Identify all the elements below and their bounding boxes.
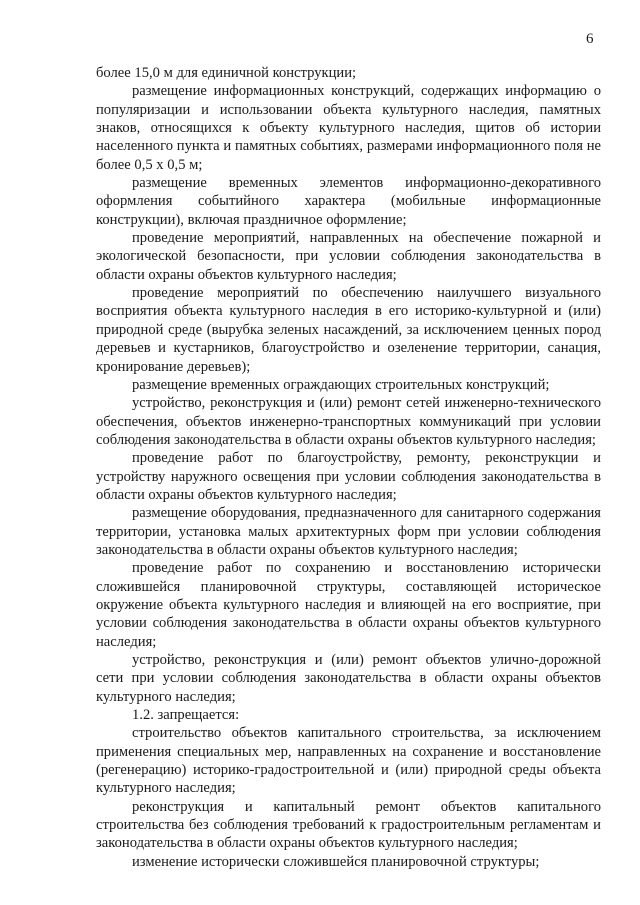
paragraph-capital-construction: строительство объектов капитального строительства, за исключением применения специальных мер, направленных на сохранение и восстановление (регенерацию) историко-градостроительной и (или) природной среды объекта культурного наследия; [96,725,601,797]
section-heading-prohibited: 1.2. запрещается: [132,707,240,724]
paragraph-construction-height: более 15,0 м для единичной конструкции; [96,65,357,81]
paragraph-planning-structure-change: изменение исторически сложившейся планировочной структуры; [132,853,540,870]
page-number: 6 [586,31,594,47]
paragraph-landscaping-lighting: проведение работ по благоустройству, ремонту, реконструкции и устройству наружного освещения при условии соблюдения законодательства в области охраны объектов культурного наследия; [96,450,601,503]
paragraph-engineering-networks: устройство, реконструкция и (или) ремонт сетей инженерно-технического обеспечения, объектов инженерно-транспортных коммуникаций при условии соблюдения законодательства в области охраны объектов культурного наследия; [96,395,601,448]
document-body [96,64,601,871]
paragraph-info-constructions: размещение информационных конструкций, содержащих информацию о популяризации и использовании объекта культурного наследия, памятных знаков, относящихся к объекту культурного наследия, щитов об истории населенного пункта и памятных событиях, размерами информационного поля не более 0,5 х 0,5 м; [96,83,601,173]
paragraph-temporary-decor: размещение временных элементов информационно-декоративного оформления событийного характера (мобильные информационные конструкции), включая праздничное оформление; [96,175,601,228]
paragraph-visual-perception: проведение мероприятий по обеспечению наилучшего визуального восприятия объекта культурного наследия в его историко-культурной и (или) природной среде (вырубка зеленых насаждений, за исключением ценных пород деревьев и кустарников, благоустройство и озеленение территории, санация, кронирование деревьев); [96,285,601,375]
paragraph-reconstruction-repair: реконструкция и капитальный ремонт объектов капитального строительства без соблюдения требований к градостроительным регламентам и законодательства в области охраны объектов культурного наследия; [96,798,601,852]
paragraph-fire-safety: проведение мероприятий, направленных на обеспечение пожарной и экологической безопасности, при условии соблюдения законодательства в области охраны объектов культурного наследия; [96,230,601,283]
paragraph-sanitary-equipment: размещение оборудования, предназначенного для санитарного содержания территории, установка малых архитектурных форм при условии соблюдения законодательства в области охраны объектов культурного наследия; [96,505,601,558]
paragraph-road-network: устройство, реконструкция и (или) ремонт объектов улично-дорожной сети при условии соблюдения законодательства в области охраны объектов культурного наследия; [96,652,601,705]
paragraph-planning-structure-restoration: проведение работ по сохранению и восстановлению исторически сложившейся планировочной структуры, составляющей историческое окружение объекта культурного наследия и влияющей на его восприятие, при условии соблюдения законодательства в области охраны объектов культурного наследия; [96,560,601,650]
paragraph-temporary-fences: размещение временных ограждающих строительных конструкций; [132,376,550,393]
